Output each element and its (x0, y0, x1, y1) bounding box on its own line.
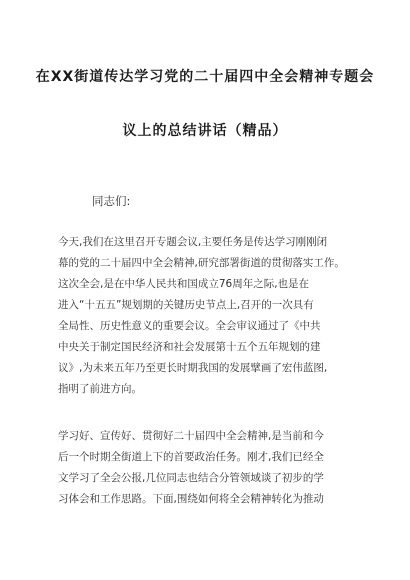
greeting: 同志们: (92, 194, 131, 208)
document-title-line-2: 议上的总结讲话（精品） (122, 123, 288, 139)
document-title-line-1: 在XX街道传达学习党的二十届四中全会精神专题会 (35, 69, 375, 85)
paragraph-2 (58, 426, 358, 510)
paragraph-line: 中央关于制定国民经济和社会发展第十五个五年规划的建 (58, 341, 321, 353)
paragraph-line: 这次全会,是在中华人民共和国成立76周年之际,也是在 (58, 278, 310, 290)
paragraph-line: 学习好、宣传好、贯彻好二十届四中全会精神,是当前和今 (58, 430, 324, 442)
paragraph-line: 后一个时期全街道上下的首要政治任务。刚才,我们已经全 (58, 451, 324, 463)
paragraph-line: 全局性、历史性意义的重要会议。全会审议通过了《中共 (58, 320, 321, 332)
paragraph-line: 今天,我们在这里召开专题会议,主要任务是传达学习刚刚闭 (58, 236, 328, 248)
paragraph-line: 习体会和工作思路。下面,围绕如何将全会精神转化为推动 (58, 493, 324, 505)
paragraph-line: 进入“十五五”规划期的关键历史节点上,召开的一次具有 (58, 299, 314, 311)
paragraph-line: 指明了前进方向。 (58, 383, 142, 395)
paragraph-line: 文学习了全会公报,几位同志也结合分管领域谈了初步的学 (58, 472, 324, 484)
paragraph-line: 幕的党的二十届四中全会精神,研究部署街道的贯彻落实工作。 (58, 257, 345, 269)
paragraph-1 (58, 232, 358, 400)
paragraph-line: 议》,为未来五年乃至更长时期我国的发展擘画了宏伟蓝图, (58, 362, 328, 374)
